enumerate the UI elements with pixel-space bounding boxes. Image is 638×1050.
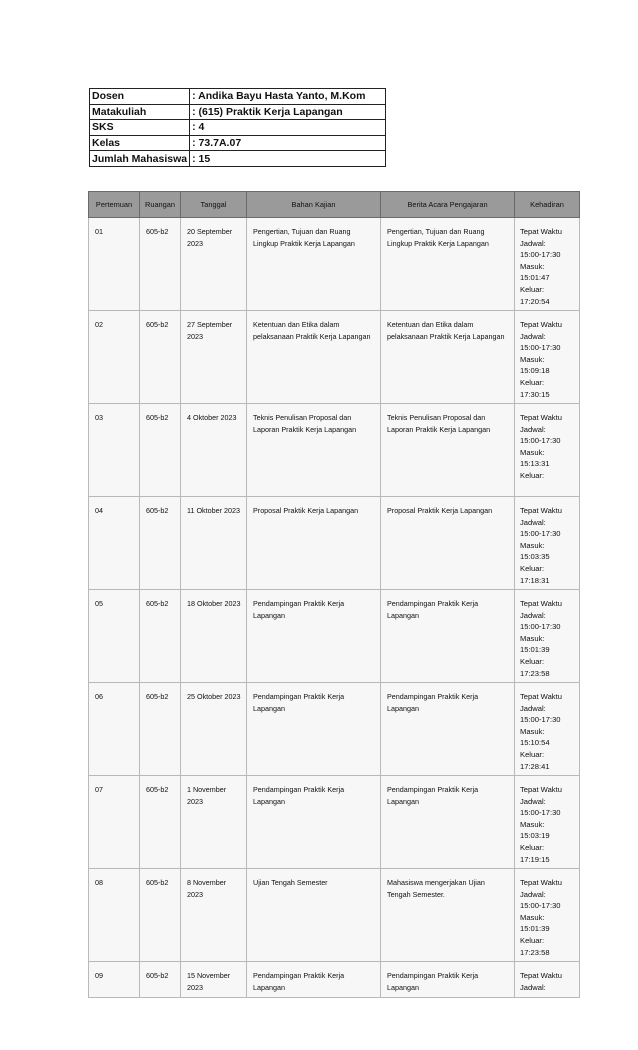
kelas-value: : 73.7A.07 xyxy=(190,135,386,151)
header-bahan-kajian: Bahan Kajian xyxy=(247,192,381,218)
berita-acara-cell: Teknis Penulisan Proposal dan Laporan Praktik Kerja Lapangan xyxy=(381,404,515,497)
pertemuan-cell: 01 xyxy=(89,218,140,311)
table-row xyxy=(89,404,580,497)
table-row xyxy=(89,218,580,311)
ruangan-cell: 605-b2 xyxy=(140,683,181,776)
berita-acara-cell: Mahasiswa mengerjakan Ujian Tengah Semester. xyxy=(381,869,515,962)
bahan-kajian-cell: Ketentuan dan Etika dalam pelaksanaan Praktik Kerja Lapangan xyxy=(247,311,381,404)
header-berita-acara: Berita Acara Pengajaran xyxy=(381,192,515,218)
berita-acara-cell: Pendampingan Praktik Kerja Lapangan xyxy=(381,962,515,998)
header-pertemuan: Pertemuan xyxy=(89,192,140,218)
table-row xyxy=(89,497,580,590)
header-kehadiran: Kehadiran xyxy=(515,192,580,218)
kehadiran-cell: Tepat Waktu Jadwal: 15:00-17:30 Masuk: 15:09:18 Keluar: 17:30:15 xyxy=(515,311,580,404)
attendance-table xyxy=(88,191,580,998)
bahan-kajian-cell: Pendampingan Praktik Kerja Lapangan xyxy=(247,962,381,998)
ruangan-cell: 605-b2 xyxy=(140,404,181,497)
pertemuan-cell: 09 xyxy=(89,962,140,998)
tanggal-cell: 11 Oktober 2023 xyxy=(181,497,247,590)
kehadiran-cell: Tepat Waktu Jadwal: xyxy=(515,962,580,998)
kehadiran-cell: Tepat Waktu Jadwal: 15:00-17:30 Masuk: 15:03:19 Keluar: 17:19:15 xyxy=(515,776,580,869)
dosen-value: : Andika Bayu Hasta Yanto, M.Kom xyxy=(190,89,386,105)
ruangan-cell: 605-b2 xyxy=(140,218,181,311)
kelas-label: Kelas xyxy=(90,135,190,151)
berita-acara-cell: Pendampingan Praktik Kerja Lapangan xyxy=(381,683,515,776)
kehadiran-cell: Tepat Waktu Jadwal: 15:00-17:30 Masuk: 15:01:39 Keluar: 17:23:58 xyxy=(515,590,580,683)
pertemuan-cell: 02 xyxy=(89,311,140,404)
kehadiran-cell: Tepat Waktu Jadwal: 15:00-17:30 Masuk: 15:13:31 Keluar: xyxy=(515,404,580,497)
info-row-dosen xyxy=(90,89,386,105)
pertemuan-cell: 07 xyxy=(89,776,140,869)
kehadiran-cell: Tepat Waktu Jadwal: 15:00-17:30 Masuk: 15:01:39 Keluar: 17:23:58 xyxy=(515,869,580,962)
pertemuan-cell: 05 xyxy=(89,590,140,683)
bahan-kajian-cell: Pendampingan Praktik Kerja Lapangan xyxy=(247,776,381,869)
pertemuan-cell: 08 xyxy=(89,869,140,962)
sks-label: SKS xyxy=(90,120,190,136)
info-row-matakuliah xyxy=(90,104,386,120)
ruangan-cell: 605-b2 xyxy=(140,590,181,683)
berita-acara-cell: Pengertian, Tujuan dan Ruang Lingkup Praktik Kerja Lapangan xyxy=(381,218,515,311)
table-row xyxy=(89,962,580,998)
kehadiran-cell: Tepat Waktu Jadwal: 15:00-17:30 Masuk: 15:01:47 Keluar: 17:20:54 xyxy=(515,218,580,311)
attendance-header-row xyxy=(89,192,580,218)
table-row xyxy=(89,683,580,776)
kehadiran-cell: Tepat Waktu Jadwal: 15:00-17:30 Masuk: 15:10:54 Keluar: 17:28:41 xyxy=(515,683,580,776)
ruangan-cell: 605-b2 xyxy=(140,497,181,590)
info-row-kelas xyxy=(90,135,386,151)
berita-acara-cell: Pendampingan Praktik Kerja Lapangan xyxy=(381,776,515,869)
tanggal-cell: 18 Oktober 2023 xyxy=(181,590,247,683)
berita-acara-cell: Proposal Praktik Kerja Lapangan xyxy=(381,497,515,590)
tanggal-cell: 27 September 2023 xyxy=(181,311,247,404)
ruangan-cell: 605-b2 xyxy=(140,869,181,962)
tanggal-cell: 25 Oktober 2023 xyxy=(181,683,247,776)
bahan-kajian-cell: Teknis Penulisan Proposal dan Laporan Praktik Kerja Lapangan xyxy=(247,404,381,497)
jumlah-mahasiswa-value: : 15 xyxy=(190,151,386,167)
bahan-kajian-cell: Ujian Tengah Semester xyxy=(247,869,381,962)
table-row xyxy=(89,776,580,869)
ruangan-cell: 605-b2 xyxy=(140,962,181,998)
ruangan-cell: 605-b2 xyxy=(140,776,181,869)
header-ruangan: Ruangan xyxy=(140,192,181,218)
bahan-kajian-cell: Proposal Praktik Kerja Lapangan xyxy=(247,497,381,590)
berita-acara-cell: Ketentuan dan Etika dalam pelaksanaan Praktik Kerja Lapangan xyxy=(381,311,515,404)
tanggal-cell: 20 September 2023 xyxy=(181,218,247,311)
table-row xyxy=(89,590,580,683)
info-row-jumlah xyxy=(90,151,386,167)
ruangan-cell: 605-b2 xyxy=(140,311,181,404)
kehadiran-cell: Tepat Waktu Jadwal: 15:00-17:30 Masuk: 15:03:35 Keluar: 17:18:31 xyxy=(515,497,580,590)
matakuliah-value: : (615) Praktik Kerja Lapangan xyxy=(190,104,386,120)
pertemuan-cell: 04 xyxy=(89,497,140,590)
sks-value: : 4 xyxy=(190,120,386,136)
tanggal-cell: 4 Oktober 2023 xyxy=(181,404,247,497)
pertemuan-cell: 06 xyxy=(89,683,140,776)
table-row xyxy=(89,869,580,962)
table-row xyxy=(89,311,580,404)
dosen-label: Dosen xyxy=(90,89,190,105)
header-tanggal: Tanggal xyxy=(181,192,247,218)
jumlah-mahasiswa-label: Jumlah Mahasiswa xyxy=(90,151,190,167)
bahan-kajian-cell: Pengertian, Tujuan dan Ruang Lingkup Praktik Kerja Lapangan xyxy=(247,218,381,311)
course-info-table xyxy=(89,88,386,167)
tanggal-cell: 15 November 2023 xyxy=(181,962,247,998)
info-row-sks xyxy=(90,120,386,136)
pertemuan-cell: 03 xyxy=(89,404,140,497)
bahan-kajian-cell: Pendampingan Praktik Kerja Lapangan xyxy=(247,590,381,683)
bahan-kajian-cell: Pendampingan Praktik Kerja Lapangan xyxy=(247,683,381,776)
tanggal-cell: 8 November 2023 xyxy=(181,869,247,962)
tanggal-cell: 1 November 2023 xyxy=(181,776,247,869)
berita-acara-cell: Pendampingan Praktik Kerja Lapangan xyxy=(381,590,515,683)
attendance-body xyxy=(89,218,580,998)
matakuliah-label: Matakuliah xyxy=(90,104,190,120)
